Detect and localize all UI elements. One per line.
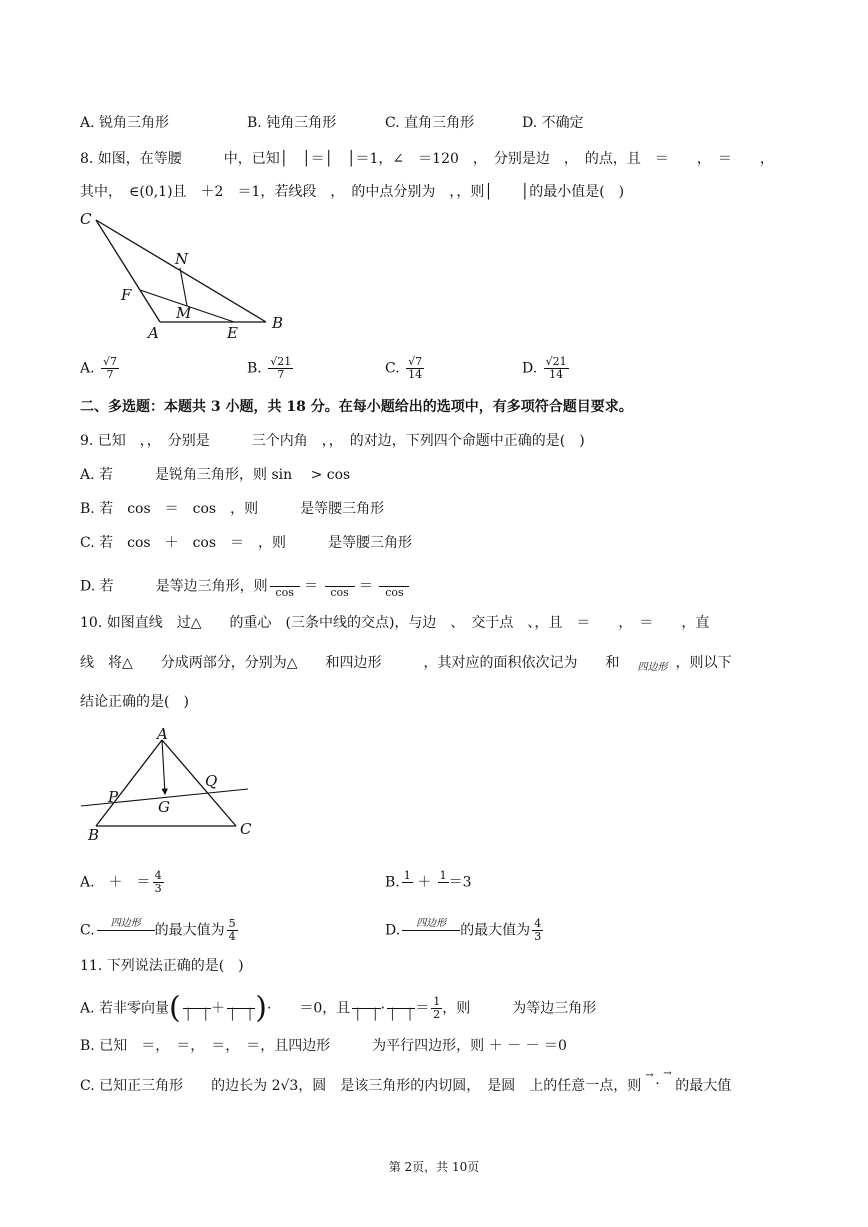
q10-option-d-num: 4 (534, 917, 542, 930)
q8-option-a (80, 356, 119, 381)
q8-option-a-fraction (101, 356, 119, 381)
q10-option-d: D. 四边形 的最大值为 $\frac{4}{3}$ (385, 917, 542, 943)
q8-stem-line1: 8. 如图，在等腰 中，已知│ │＝│ │＝1，∠ ＝120 ， 分别是边 ， 的点，且 ＝ ， ＝ ， (80, 151, 774, 167)
q10-option-b-text: B. (385, 874, 400, 891)
q8-label-c: C (80, 210, 92, 228)
q8-stem-line2: 其中， ∈(0,1)且 ＋2 ＝1，若线段 ， 的中点分别为 ，，则│ │的最小值是( ) (80, 184, 625, 200)
q7-option-c: C. 直角三角形 (385, 115, 475, 131)
q10-option-d-sub: 四边形 (402, 918, 460, 931)
q10-option-b-frac-1: 1 (403, 869, 411, 882)
q8-label-e: E (227, 324, 238, 342)
q8-option-b-den: 7 (277, 368, 285, 381)
q10-stem-line2-sub: 四边形 (637, 662, 668, 673)
q8-option-d-fraction (544, 356, 569, 381)
q11-option-a-eq: ＝ (415, 1000, 430, 1017)
q9-option-d-den-3: cos (385, 586, 404, 599)
q10-figure (76, 726, 266, 844)
q11-option-c (80, 1068, 732, 1095)
q11-option-a-num: 1 (433, 995, 441, 1008)
q8-option-c-num: √7 (408, 355, 423, 368)
q11-option-a-unit-3: │ │ (352, 996, 380, 1021)
q9-option-d-frac-2 (325, 574, 355, 599)
q10-stem-line2 (80, 654, 732, 677)
q8-segment-ca (96, 220, 160, 322)
q8-figure (76, 206, 296, 346)
q10-option-c-text: 的最大值为 (154, 922, 225, 939)
q10-label-a: A (157, 726, 168, 743)
q8-option-d-den: 14 (549, 368, 564, 381)
q8-option-c-prefix: C. (385, 360, 400, 377)
q9-option-d-frac-1 (270, 574, 300, 599)
q8-label-n: N (175, 250, 189, 268)
q8-label-a: A (148, 324, 159, 342)
q10-stem-line3: 结论正确的是( ) (80, 694, 189, 710)
q11-stem: 11. 下列说法正确的是( ) (80, 958, 244, 974)
q10-option-c-num: 5 (228, 917, 236, 930)
q8-option-d-num: √21 (545, 355, 567, 368)
q11-option-a-unit-2: │ │ (227, 996, 255, 1021)
q8-option-a-num: √7 (103, 355, 118, 368)
q11-option-a-unit-1: │ │ (183, 996, 211, 1021)
q8-option-a-den: 7 (106, 368, 114, 381)
q9-option-d-prefix: D. 若 是等边三角形，则 (80, 578, 268, 595)
q7-option-a: A. 锐角三角形 (80, 115, 170, 131)
q8-option-b-fraction (268, 356, 293, 381)
q10-option-c-fraction (227, 918, 238, 943)
q10-stem-line2-tail: ，则以下 (675, 655, 732, 671)
q10-option-a-num: 4 (154, 869, 162, 882)
q7-option-d: D. 不确定 (522, 115, 584, 131)
q11-option-a-mid: · ＝0，且 (266, 1000, 351, 1017)
q8-label-b: B (272, 314, 284, 332)
q10-option-a-den: 3 (154, 882, 162, 895)
q8-option-d-prefix: D. (522, 360, 538, 377)
q10-option-a-text: A. ＋ ＝ (80, 874, 151, 891)
q10-stem-line1: 10. 如图直线 过△ 的重心 (三条中线的交点)，与边 、 交于点 、，且 ＝ ， ＝ ，直 (80, 615, 710, 631)
q11-option-c-vector-dot: → · → (645, 1068, 672, 1092)
q7-option-b: B. 钝角三角形 (247, 115, 337, 131)
q9-option-c: C. 若 cos ＋ cos ＝ ，则 是等腰三角形 (80, 535, 413, 551)
q11-option-a-unit-4: │ │ (387, 996, 415, 1021)
q10-option-a (80, 870, 164, 895)
q10-segment-ab (96, 740, 162, 826)
q9-option-d-den-1: cos (275, 586, 294, 599)
q9-option-d-den-2: cos (330, 586, 349, 599)
q10-label-q: Q (205, 772, 218, 790)
q10-segment-ac (162, 740, 236, 826)
q10-option-d-ratio (402, 918, 460, 943)
q8-option-b (247, 356, 293, 381)
q8-option-a-prefix: A. (80, 360, 95, 377)
q10-option-d-den: 3 (534, 930, 542, 943)
q9-option-a: A. 若 是锐角三角形，则 sin > cos (80, 467, 351, 483)
q8-option-c (385, 356, 424, 381)
q11-option-a-prefix: A. 若非零向量 (80, 1000, 170, 1017)
q11-option-a: A. 若非零向量( │ │ ＋ │ │ )· ＝0，且 │ │ · │ │ ＝ $\frac{1}{2}$ ，则 为等边三角形 (80, 990, 597, 1026)
q10-label-b: B (88, 826, 100, 844)
q10-option-a-fraction (153, 870, 164, 895)
q10-option-c-ratio (97, 918, 155, 943)
section-heading: 二、多选题：本题共 3 小题，共 18 分。在每小题给出的选项中，有多项符合题目要求。 (80, 399, 633, 415)
q10-option-c: C. 四边形 的最大值为 $\frac{5}{4}$ (80, 917, 236, 943)
q8-label-m: M (176, 304, 192, 322)
q10-label-c: C (240, 820, 252, 838)
q10-option-b-tail: ＝3 (448, 874, 472, 891)
q10-option-c-sub: 四边形 (97, 918, 155, 931)
q10-option-b: B. 1 ＋ 1 ＝3 (385, 870, 472, 895)
q8-option-c-den: 14 (408, 368, 423, 381)
q8-option-b-prefix: B. (247, 360, 262, 377)
q11-option-b: B. 已知 ＝， ＝， ＝， ＝，且四边形 为平行四边形，则 ＋ － － ＝0 (80, 1038, 567, 1054)
q10-option-b-frac-2: 1 (439, 869, 447, 882)
q11-option-c-prefix: C. 已知正三角形 的边长为 2√3，圆 是该三角形的内切圆， 是圆 上的任意一点，则 (80, 1078, 642, 1094)
q8-option-c-fraction (406, 356, 424, 381)
q10-option-c-den: 4 (228, 930, 236, 943)
q9-option-d: D. 若 是等边三角形，则 cos ＝ cos ＝ cos (80, 574, 409, 599)
q8-label-f: F (121, 286, 132, 304)
q8-option-d (522, 356, 569, 381)
q9-option-b: B. 若 cos ＝ cos ，则 是等腰三角形 (80, 501, 385, 517)
q11-option-c-tail: 的最大值 (675, 1078, 732, 1094)
q10-stem-line2-text: 线 将△ 分成两部分，分别为△ 和四边形 ，其对应的面积依次记为 和 (80, 655, 620, 671)
q10-label-g: G (158, 798, 170, 816)
q10-option-d-fraction (532, 918, 543, 943)
q10-label-p: P (108, 788, 119, 806)
q11-option-a-tail: ，则 为等边三角形 (442, 1000, 597, 1017)
page-footer: 第 2页，共 10页 (388, 1160, 480, 1174)
q10-option-d-text: 的最大值为 (460, 922, 531, 939)
q9-option-d-frac-3 (379, 574, 409, 599)
q9-stem: 9. 已知 ，， 分别是 三个内角 ，， 的对边，下列四个命题中正确的是( ) (80, 433, 585, 449)
q10-median-ag (162, 740, 165, 794)
q11-option-a-fraction (431, 996, 442, 1021)
q11-option-a-den: 2 (433, 1008, 441, 1021)
q8-option-b-num: √21 (270, 355, 292, 368)
